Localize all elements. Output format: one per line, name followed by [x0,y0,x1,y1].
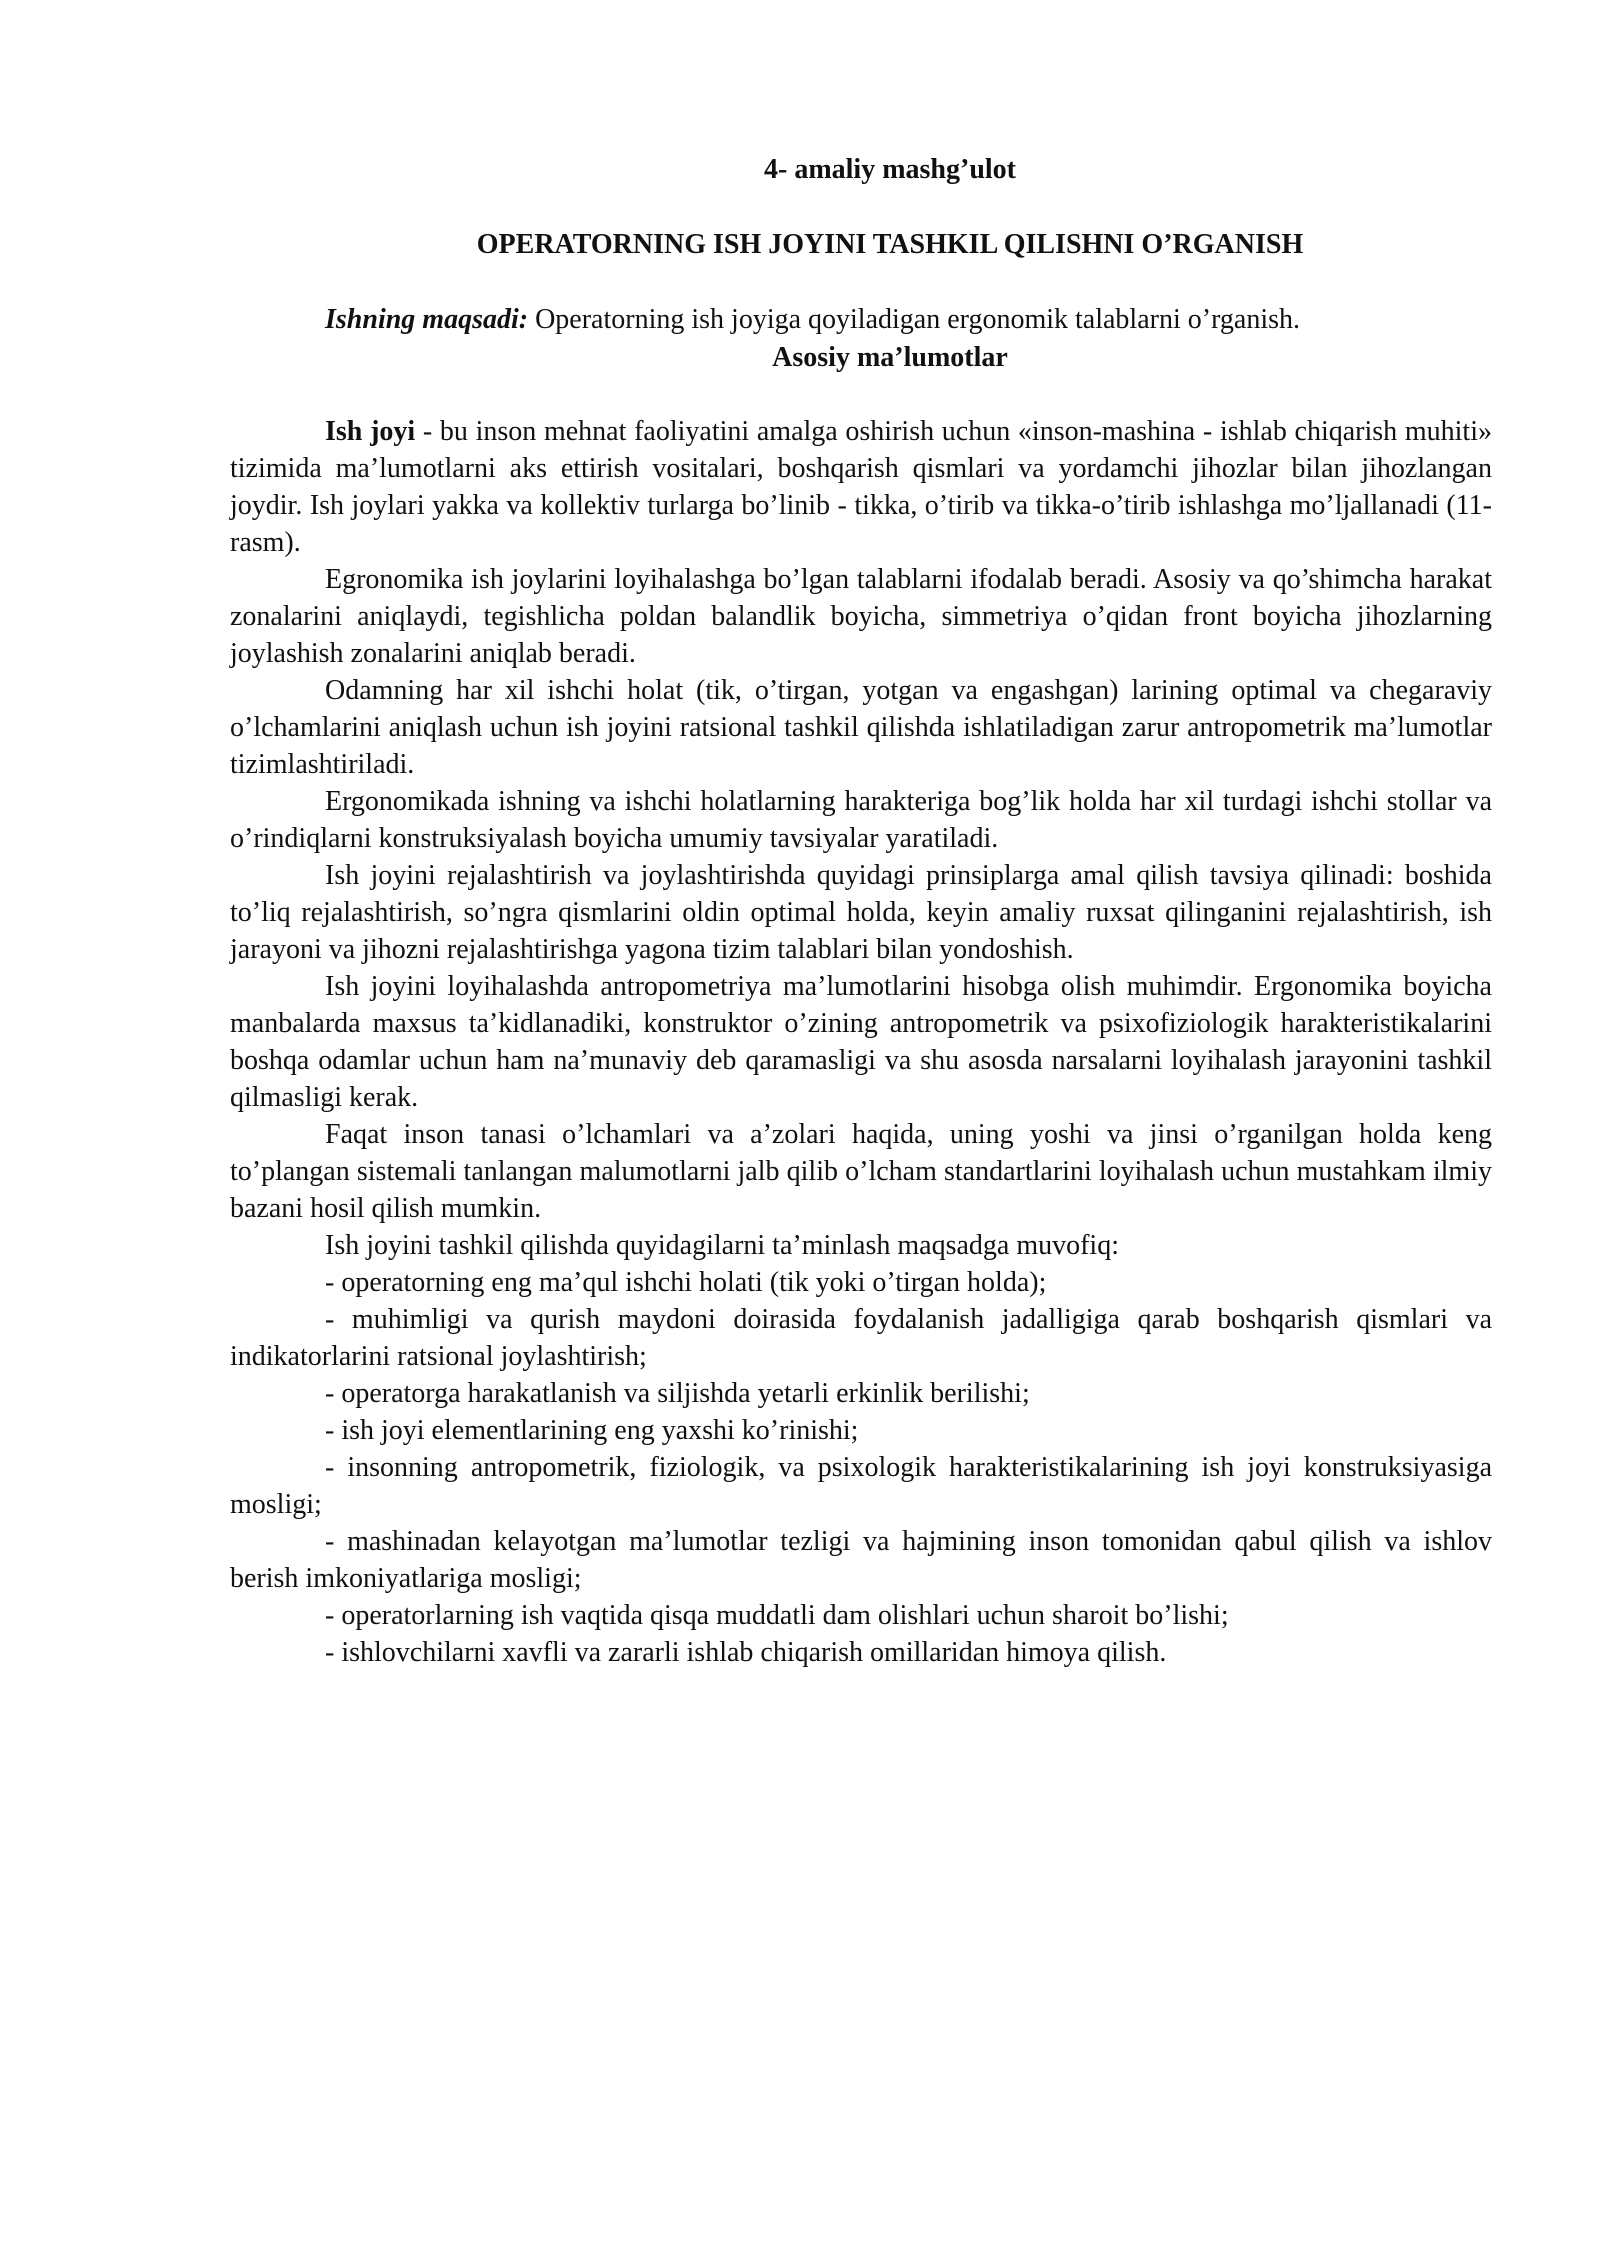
paragraph-definition [230,413,1492,561]
list-item: - ishlovchilarni xavfli va zararli ishlab chiqarish omillaridan himoya qilish. [325,1637,1167,1668]
document-body [230,413,1492,1671]
purpose-text: Operatorning ish joyiga qoyiladigan ergonomik talablarni o’rganish. [528,304,1300,335]
paragraph: Ergonomikada ishning va ishchi holatlarning harakteriga bog’lik holda har xil turdagi ishchi stollar va o’rindiqlarni konstruksiyalash boyicha umumiy tavsiyalar yaratiladi. [230,786,1492,854]
main-title: OPERATORNING ISH JOYINI TASHKIL QILISHNI O’RGANISH [476,229,1304,260]
list-item: - mashinadan kelayotgan ma’lumotlar tezligi va hajmining inson tomonidan qabul qilish va ishlov berish imkoniyatlariga mosligi; [230,1526,1492,1594]
paragraph: Egronomika ish joylarini loyihalashga bo’lgan talablarni ifodalab beradi. Asosiy va qo’shimcha harakat zonalarini aniqlaydi, tegishlicha poldan balandlik boyicha, simmetriya o’qidan front boyicha jihozlarning joylashish zonalarini aniqlab beradi. [230,564,1492,669]
paragraph: Ish joyini rejalashtirish va joylashtirishda quyidagi prinsiplarga amal qilish tavsiya qilinadi: boshida to’liq rejalashtirish, so’ngra qismlarini oldin optimal holda, keyin amaliy ruxsat qilinganini rejalashtirish, ish jarayoni va jihozni rejalashtirishga yagona tizim talablari bilan yondoshish. [230,860,1492,965]
list-item: - operatorlarning ish vaqtida qisqa muddatli dam olishlari uchun sharoit bo’lishi; [325,1600,1229,1631]
list-item: - muhimligi va qurish maydoni doirasida foydalanish jadalligiga qarab boshqarish qismlari va indikatorlarini ratsional joylashtirish; [230,1304,1492,1372]
purpose-label: Ishning maqsadi: [325,304,529,335]
list-item: - operatorning eng ma’qul ishchi holati (tik yoki o’tirgan holda); [325,1267,1047,1298]
paragraph: Ish joyini loyihalashda antropometriya ma’lumotlarini hisobga olish muhimdir. Ergonomika boyicha manbalarda maxsus ta’kidlanadiki, konstruktor o’zining antropometrik va psixofiziologik harakteristikalarini boshqa odamlar uchun ham na’munaviy deb qaramasligi va shu asosda narsalarni loyihalash jarayonini tashkil qilmasligi kerak. [230,971,1492,1113]
section-title: Asosiy ma’lumotlar [772,342,1008,373]
paragraph-text: - bu inson mehnat faoliyatini amalga oshirish uchun «inson-mashina - ishlab chiqarish muhiti» tizimida ma’lumotlarni aks ettirish vositalari, boshqarish qismlari va yordamchi jihozlar bilan jihozlangan joydir. Ish joylari yakka va kollektiv turlarga bo’linib - tikka, o’tirib va tikka-o’tirib ishlashga mo’ljallanadi (11-rasm). [230,416,1492,558]
purpose-line [325,301,1300,338]
paragraph: Faqat inson tanasi o’lchamlari va a’zolari haqida, uning yoshi va jinsi o’rganilgan holda keng to’plangan sistemali tanlangan malumotlarni jalb qilib o’lcham standartlarini loyihalash uchun mustahkam ilmiy bazani hosil qilish mumkin. [230,1119,1492,1224]
list-item: - operatorga harakatlanish va siljishda yetarli erkinlik berilishi; [325,1378,1030,1409]
practical-number-title: 4- amaliy mashg’ulot [764,154,1016,185]
paragraph-list-intro: Ish joyini tashkil qilishda quyidagilarni ta’minlash maqsadga muvofiq: [325,1230,1119,1261]
paragraph: Odamning har xil ishchi holat (tik, o’tirgan, yotgan va engashgan) larining optimal va chegaraviy o’lchamlarini aniqlash uchun ish joyini ratsional tashkil qilishda ishlatiladigan zarur antropometrik ma’lumotlar tizimlashtiriladi. [230,675,1492,780]
list-item: - insonning antropometrik, fiziologik, va psixologik harakteristikalarining ish joyi konstruksiyasiga mosligi; [230,1452,1492,1520]
requirements-list [230,1264,1492,1671]
term-ish-joyi: Ish joyi [325,416,416,447]
list-item: - ish joyi elementlarining eng yaxshi ko’rinishi; [325,1415,859,1446]
